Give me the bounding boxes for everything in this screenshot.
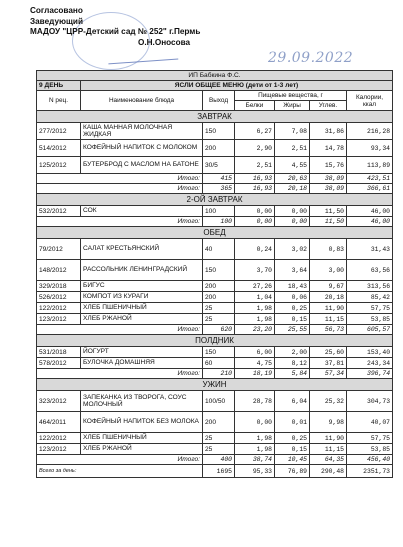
total-carbs: 64,35 bbox=[310, 455, 347, 465]
meal-section-header bbox=[37, 379, 393, 391]
dish-kcal: 40,07 bbox=[347, 412, 393, 433]
dish-protein: 2,51 bbox=[235, 157, 275, 174]
grand-total-label: Всего за день: bbox=[37, 465, 203, 478]
total-kcal: 423,51 bbox=[347, 174, 393, 184]
dish-protein: 6,00 bbox=[235, 347, 275, 358]
dish-yield: 40 bbox=[203, 239, 235, 260]
dish-row bbox=[37, 347, 393, 358]
meal-total-row bbox=[37, 325, 393, 335]
dish-fat: 6,04 bbox=[275, 391, 310, 412]
approval-block bbox=[30, 6, 270, 48]
dish-name: КОФЕЙНЫЙ НАПИТОК БЕЗ МОЛОКА bbox=[81, 412, 203, 433]
total-carbs: 57,34 bbox=[310, 369, 347, 379]
dish-name: ХЛЕБ РЖАНОЙ bbox=[81, 314, 203, 325]
total-protein: 16,93 bbox=[235, 174, 275, 184]
total-protein: 23,20 bbox=[235, 325, 275, 335]
dish-fat: 0,15 bbox=[275, 314, 310, 325]
dish-carbs: 11,90 bbox=[310, 303, 347, 314]
menu-body bbox=[37, 111, 393, 478]
dish-carbs: 11,15 bbox=[310, 444, 347, 455]
total-kcal: 605,57 bbox=[347, 325, 393, 335]
dish-carbs: 25,32 bbox=[310, 391, 347, 412]
dish-protein: 0,24 bbox=[235, 239, 275, 260]
dish-protein: 3,70 bbox=[235, 260, 275, 281]
total-fat: 5,84 bbox=[275, 369, 310, 379]
dish-row bbox=[37, 303, 393, 314]
dish-kcal: 304,73 bbox=[347, 391, 393, 412]
total-yield: 400 bbox=[203, 455, 235, 465]
dish-fat: 4,55 bbox=[275, 157, 310, 174]
total-protein: 16,93 bbox=[235, 184, 275, 194]
dish-fat: 7,08 bbox=[275, 123, 310, 140]
dish-kcal: 57,75 bbox=[347, 433, 393, 444]
dish-name: БУТЕРБРОД С МАСЛОМ НА БАТОНЕ bbox=[81, 157, 203, 174]
dish-row bbox=[37, 433, 393, 444]
total-label: Итого: bbox=[37, 369, 203, 379]
grand-total-carbs: 290,48 bbox=[310, 465, 347, 478]
grand-total-kcal: 2351,73 bbox=[347, 465, 393, 478]
meal-total-row bbox=[37, 184, 393, 194]
meal-title: ПОЛДНИК bbox=[37, 335, 393, 347]
dish-name: СОК bbox=[81, 206, 203, 217]
total-fat: 10,45 bbox=[275, 455, 310, 465]
col-name: Наименование блюда bbox=[81, 91, 203, 111]
dish-fat: 3,02 bbox=[275, 239, 310, 260]
dish-kcal: 53,85 bbox=[347, 314, 393, 325]
grand-total-fat: 76,89 bbox=[275, 465, 310, 478]
dish-protein: 1,98 bbox=[235, 444, 275, 455]
dish-carbs: 11,50 bbox=[310, 206, 347, 217]
dish-carbs: 11,15 bbox=[310, 314, 347, 325]
dish-name: ЗАПЕКАНКА ИЗ ТВОРОГА, СОУС МОЛОЧНЫЙ bbox=[81, 391, 203, 412]
total-kcal: 46,00 bbox=[347, 217, 393, 227]
dish-row bbox=[37, 391, 393, 412]
recipe-number: 329/2018 bbox=[37, 281, 81, 292]
meal-title: УЖИН bbox=[37, 379, 393, 391]
dish-yield: 100 bbox=[203, 206, 235, 217]
total-label: Итого: bbox=[37, 184, 203, 194]
dish-yield: 200 bbox=[203, 292, 235, 303]
dish-yield: 150 bbox=[203, 347, 235, 358]
dish-kcal: 313,56 bbox=[347, 281, 393, 292]
dish-fat: 8,12 bbox=[275, 358, 310, 369]
total-protein: 38,74 bbox=[235, 455, 275, 465]
meal-section-header bbox=[37, 194, 393, 206]
meal-total-row bbox=[37, 174, 393, 184]
dish-carbs: 11,90 bbox=[310, 433, 347, 444]
dish-protein: 28,78 bbox=[235, 391, 275, 412]
handwritten-date: 29.09.2022 bbox=[268, 50, 354, 66]
total-kcal: 366,61 bbox=[347, 184, 393, 194]
org-name: ИП Бабкина Ф.С. bbox=[37, 71, 393, 81]
meal-section-header bbox=[37, 227, 393, 239]
dish-yield: 25 bbox=[203, 433, 235, 444]
dish-fat: 0,25 bbox=[275, 303, 310, 314]
dish-name: ЙОГУРТ bbox=[81, 347, 203, 358]
grand-total-protein: 95,33 bbox=[235, 465, 275, 478]
dish-kcal: 243,34 bbox=[347, 358, 393, 369]
recipe-number: 125/2012 bbox=[37, 157, 81, 174]
dish-name: БУЛОЧКА ДОМАШНЯЯ bbox=[81, 358, 203, 369]
grand-total-yield: 1695 bbox=[203, 465, 235, 478]
dish-kcal: 46,00 bbox=[347, 206, 393, 217]
total-fat: 25,55 bbox=[275, 325, 310, 335]
dish-name: КОФЕЙНЫЙ НАПИТОК С МОЛОКОМ bbox=[81, 140, 203, 157]
dish-kcal: 57,75 bbox=[347, 303, 393, 314]
meal-total-row bbox=[37, 369, 393, 379]
dish-protein: 27,26 bbox=[235, 281, 275, 292]
dish-name: САЛАТ КРЕСТЬЯНСКИЙ bbox=[81, 239, 203, 260]
approval-line-3: МАДОУ "ЦРР-Детский сад № 252" г.Пермь bbox=[30, 27, 201, 36]
dish-row bbox=[37, 314, 393, 325]
dish-fat: 0,25 bbox=[275, 433, 310, 444]
dish-protein: 1,98 bbox=[235, 433, 275, 444]
col-rec: N рец. bbox=[37, 91, 81, 111]
col-yield: Выход bbox=[203, 91, 235, 111]
recipe-number: 526/2012 bbox=[37, 292, 81, 303]
dish-fat: 0,01 bbox=[275, 412, 310, 433]
menu-table bbox=[36, 70, 393, 478]
meal-title: ОБЕД bbox=[37, 227, 393, 239]
dish-carbs: 31,86 bbox=[310, 123, 347, 140]
total-fat: 0,00 bbox=[275, 217, 310, 227]
dish-fat: 18,43 bbox=[275, 281, 310, 292]
dish-row bbox=[37, 444, 393, 455]
dish-yield: 100/50 bbox=[203, 391, 235, 412]
meal-section-header bbox=[37, 335, 393, 347]
total-protein: 18,19 bbox=[235, 369, 275, 379]
dish-yield: 25 bbox=[203, 444, 235, 455]
approval-line-1: Согласовано bbox=[30, 6, 83, 15]
dish-kcal: 63,56 bbox=[347, 260, 393, 281]
dish-kcal: 216,28 bbox=[347, 123, 393, 140]
dish-protein: 6,27 bbox=[235, 123, 275, 140]
total-yield: 210 bbox=[203, 369, 235, 379]
recipe-number: 531/2018 bbox=[37, 347, 81, 358]
total-label: Итого: bbox=[37, 325, 203, 335]
recipe-number: 578/2012 bbox=[37, 358, 81, 369]
dish-fat: 0,15 bbox=[275, 444, 310, 455]
total-fat: 20,63 bbox=[275, 174, 310, 184]
dish-yield: 25 bbox=[203, 314, 235, 325]
total-yield: 620 bbox=[203, 325, 235, 335]
dish-carbs: 15,76 bbox=[310, 157, 347, 174]
dish-carbs: 14,78 bbox=[310, 140, 347, 157]
dish-protein: 2,90 bbox=[235, 140, 275, 157]
col-kcal: Калории, ккал bbox=[347, 91, 393, 111]
dish-carbs: 9,67 bbox=[310, 281, 347, 292]
total-carbs: 11,50 bbox=[310, 217, 347, 227]
dish-kcal: 113,89 bbox=[347, 157, 393, 174]
dish-row bbox=[37, 140, 393, 157]
dish-protein: 0,00 bbox=[235, 412, 275, 433]
dish-kcal: 53,85 bbox=[347, 444, 393, 455]
total-fat: 20,18 bbox=[275, 184, 310, 194]
day-label: 9 ДЕНЬ bbox=[37, 81, 81, 91]
dish-carbs: 0,83 bbox=[310, 239, 347, 260]
dish-fat: 2,00 bbox=[275, 347, 310, 358]
dish-protein: 1,98 bbox=[235, 303, 275, 314]
dish-name: КАША МАННАЯ МОЛОЧНАЯ ЖИДКАЯ bbox=[81, 123, 203, 140]
dish-protein: 0,00 bbox=[235, 206, 275, 217]
recipe-number: 79/2012 bbox=[37, 239, 81, 260]
recipe-number: 532/2012 bbox=[37, 206, 81, 217]
dish-carbs: 25,60 bbox=[310, 347, 347, 358]
dish-name: БИГУС bbox=[81, 281, 203, 292]
grand-total-row bbox=[37, 465, 393, 478]
dish-yield: 200 bbox=[203, 412, 235, 433]
menu-title: ЯСЛИ ОБЩЕЕ МЕНЮ (дети от 1-3 лет) bbox=[81, 81, 393, 91]
dish-name: ХЛЕБ ПШЕНИЧНЫЙ bbox=[81, 433, 203, 444]
dish-kcal: 31,43 bbox=[347, 239, 393, 260]
meal-section-header bbox=[37, 111, 393, 123]
dish-kcal: 85,42 bbox=[347, 292, 393, 303]
approval-line-4: О.Н.Оносова bbox=[138, 37, 191, 47]
dish-yield: 25 bbox=[203, 303, 235, 314]
recipe-number: 464/2011 bbox=[37, 412, 81, 433]
dish-fat: 0,06 bbox=[275, 292, 310, 303]
total-label: Итого: bbox=[37, 217, 203, 227]
dish-row bbox=[37, 157, 393, 174]
recipe-number: 323/2012 bbox=[37, 391, 81, 412]
dish-carbs: 20,18 bbox=[310, 292, 347, 303]
total-yield: 365 bbox=[203, 184, 235, 194]
total-carbs: 38,09 bbox=[310, 184, 347, 194]
total-protein: 0,00 bbox=[235, 217, 275, 227]
dish-name: КОМПОТ ИЗ КУРАГИ bbox=[81, 292, 203, 303]
total-carbs: 56,73 bbox=[310, 325, 347, 335]
dish-row bbox=[37, 239, 393, 260]
approval-line-2: Заведующий bbox=[30, 16, 83, 26]
dish-row bbox=[37, 292, 393, 303]
dish-yield: 200 bbox=[203, 281, 235, 292]
dish-fat: 2,51 bbox=[275, 140, 310, 157]
dish-kcal: 153,40 bbox=[347, 347, 393, 358]
recipe-number: 148/2012 bbox=[37, 260, 81, 281]
col-protein: Белки bbox=[235, 101, 275, 111]
recipe-number: 514/2012 bbox=[37, 140, 81, 157]
dish-fat: 3,64 bbox=[275, 260, 310, 281]
dish-yield: 200 bbox=[203, 140, 235, 157]
dish-protein: 4,75 bbox=[235, 358, 275, 369]
dish-row bbox=[37, 260, 393, 281]
total-kcal: 456,40 bbox=[347, 455, 393, 465]
dish-protein: 1,98 bbox=[235, 314, 275, 325]
meal-total-row bbox=[37, 455, 393, 465]
recipe-number: 123/2012 bbox=[37, 444, 81, 455]
dish-yield: 150 bbox=[203, 123, 235, 140]
dish-name: ХЛЕБ РЖАНОЙ bbox=[81, 444, 203, 455]
meal-title: ЗАВТРАК bbox=[37, 111, 393, 123]
dish-row bbox=[37, 206, 393, 217]
dish-carbs: 37,81 bbox=[310, 358, 347, 369]
col-carbs: Углев. bbox=[310, 101, 347, 111]
dish-name: ХЛЕБ ПШЕНИЧНЫЙ bbox=[81, 303, 203, 314]
dish-row bbox=[37, 123, 393, 140]
col-nutrients: Пищевые вещества, г bbox=[235, 91, 347, 101]
total-kcal: 396,74 bbox=[347, 369, 393, 379]
total-carbs: 38,09 bbox=[310, 174, 347, 184]
total-label: Итого: bbox=[37, 174, 203, 184]
total-yield: 415 bbox=[203, 174, 235, 184]
recipe-number: 123/2012 bbox=[37, 314, 81, 325]
dish-row bbox=[37, 281, 393, 292]
dish-yield: 60 bbox=[203, 358, 235, 369]
meal-title: 2-ОЙ ЗАВТРАК bbox=[37, 194, 393, 206]
dish-row bbox=[37, 412, 393, 433]
dish-kcal: 93,34 bbox=[347, 140, 393, 157]
recipe-number: 122/2012 bbox=[37, 303, 81, 314]
dish-protein: 1,04 bbox=[235, 292, 275, 303]
meal-total-row bbox=[37, 217, 393, 227]
dish-yield: 150 bbox=[203, 260, 235, 281]
recipe-number: 277/2012 bbox=[37, 123, 81, 140]
dish-carbs: 9,98 bbox=[310, 412, 347, 433]
recipe-number: 122/2012 bbox=[37, 433, 81, 444]
dish-fat: 0,00 bbox=[275, 206, 310, 217]
dish-name: РАССОЛЬНИК ЛЕНИНГРАДСКИЙ bbox=[81, 260, 203, 281]
dish-carbs: 3,00 bbox=[310, 260, 347, 281]
total-yield: 100 bbox=[203, 217, 235, 227]
dish-row bbox=[37, 358, 393, 369]
col-fat: Жиры bbox=[275, 101, 310, 111]
dish-yield: 30/5 bbox=[203, 157, 235, 174]
total-label: Итого: bbox=[37, 455, 203, 465]
